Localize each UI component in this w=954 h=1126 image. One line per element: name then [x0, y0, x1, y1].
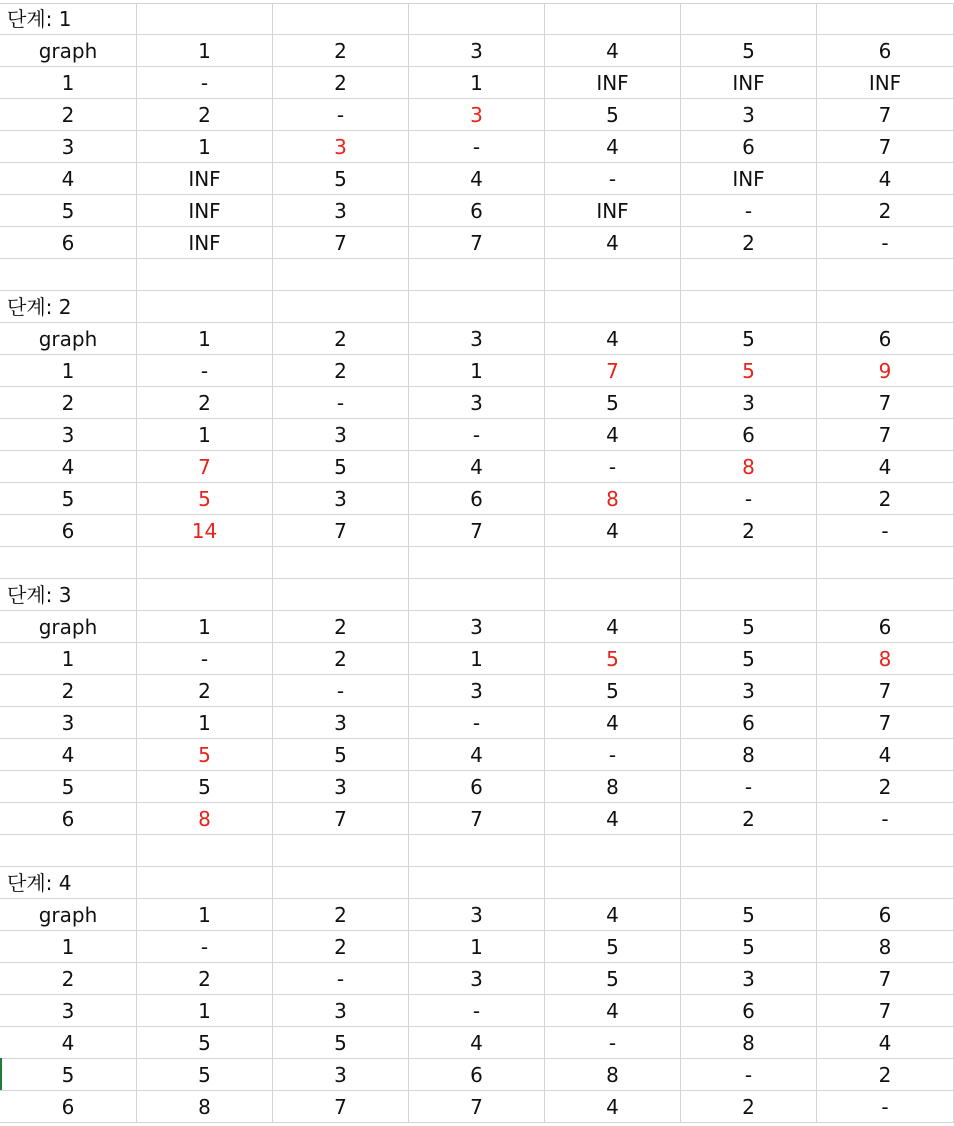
- empty-cell[interactable]: [137, 835, 273, 867]
- column-header[interactable]: 6: [817, 35, 954, 67]
- distance-cell[interactable]: -: [545, 451, 681, 483]
- distance-cell[interactable]: 3: [273, 419, 409, 451]
- distance-cell[interactable]: 5: [273, 739, 409, 771]
- distance-cell[interactable]: 7: [817, 995, 954, 1027]
- distance-cell[interactable]: 6: [409, 1059, 545, 1091]
- column-header[interactable]: 6: [817, 611, 954, 643]
- distance-cell[interactable]: INF: [137, 163, 273, 195]
- column-header[interactable]: 1: [137, 35, 273, 67]
- empty-cell[interactable]: [817, 835, 954, 867]
- empty-cell[interactable]: [817, 579, 954, 611]
- column-header[interactable]: 3: [409, 611, 545, 643]
- empty-cell[interactable]: [681, 259, 817, 291]
- distance-cell[interactable]: -: [545, 739, 681, 771]
- row-header[interactable]: 1: [0, 643, 137, 675]
- distance-cell[interactable]: 3: [681, 963, 817, 995]
- distance-cell[interactable]: 7: [273, 515, 409, 547]
- distance-cell[interactable]: 2: [681, 515, 817, 547]
- distance-cell[interactable]: 1: [137, 419, 273, 451]
- column-header[interactable]: 6: [817, 899, 954, 931]
- distance-cell[interactable]: 7: [409, 803, 545, 835]
- updated-distance-cell[interactable]: 8: [137, 803, 273, 835]
- row-header[interactable]: 2: [0, 99, 137, 131]
- distance-cell[interactable]: 6: [409, 771, 545, 803]
- row-header[interactable]: 1: [0, 67, 137, 99]
- distance-cell[interactable]: 3: [273, 483, 409, 515]
- distance-cell[interactable]: 5: [681, 643, 817, 675]
- distance-cell[interactable]: 2: [137, 963, 273, 995]
- distance-cell[interactable]: 2: [681, 1091, 817, 1123]
- distance-cell[interactable]: -: [409, 131, 545, 163]
- column-header[interactable]: 6: [817, 323, 954, 355]
- distance-cell[interactable]: -: [273, 387, 409, 419]
- stage-label[interactable]: 단계: 2: [0, 291, 137, 323]
- row-header[interactable]: 2: [0, 963, 137, 995]
- distance-cell[interactable]: -: [409, 995, 545, 1027]
- empty-cell[interactable]: [409, 579, 545, 611]
- distance-cell[interactable]: 4: [817, 163, 954, 195]
- row-header[interactable]: 4: [0, 451, 137, 483]
- distance-cell[interactable]: 5: [545, 387, 681, 419]
- distance-cell[interactable]: 5: [545, 675, 681, 707]
- empty-cell[interactable]: [545, 3, 681, 35]
- empty-cell[interactable]: [0, 259, 137, 291]
- distance-cell[interactable]: 7: [817, 707, 954, 739]
- distance-cell[interactable]: -: [817, 515, 954, 547]
- empty-cell[interactable]: [137, 3, 273, 35]
- updated-distance-cell[interactable]: 5: [137, 483, 273, 515]
- column-header[interactable]: 3: [409, 899, 545, 931]
- updated-distance-cell[interactable]: 8: [681, 451, 817, 483]
- distance-cell[interactable]: 3: [681, 387, 817, 419]
- empty-cell[interactable]: [409, 867, 545, 899]
- column-header[interactable]: 5: [681, 611, 817, 643]
- distance-cell[interactable]: 3: [273, 995, 409, 1027]
- distance-cell[interactable]: 7: [817, 387, 954, 419]
- distance-cell[interactable]: INF: [545, 67, 681, 99]
- column-header[interactable]: 4: [545, 323, 681, 355]
- column-header[interactable]: 3: [409, 323, 545, 355]
- distance-cell[interactable]: 4: [409, 1027, 545, 1059]
- distance-cell[interactable]: 2: [273, 931, 409, 963]
- empty-cell[interactable]: [681, 3, 817, 35]
- distance-cell[interactable]: 6: [409, 483, 545, 515]
- distance-cell[interactable]: 2: [817, 483, 954, 515]
- distance-cell[interactable]: 5: [137, 771, 273, 803]
- graph-corner-label[interactable]: graph: [0, 35, 137, 67]
- distance-cell[interactable]: 4: [545, 803, 681, 835]
- distance-cell[interactable]: 7: [409, 227, 545, 259]
- distance-cell[interactable]: 7: [409, 515, 545, 547]
- row-header[interactable]: 2: [0, 387, 137, 419]
- empty-cell[interactable]: [545, 835, 681, 867]
- distance-cell[interactable]: -: [273, 963, 409, 995]
- distance-cell[interactable]: 1: [409, 67, 545, 99]
- distance-cell[interactable]: 4: [545, 995, 681, 1027]
- distance-cell[interactable]: INF: [137, 195, 273, 227]
- distance-cell[interactable]: INF: [137, 227, 273, 259]
- empty-cell[interactable]: [681, 547, 817, 579]
- distance-cell[interactable]: 4: [817, 1027, 954, 1059]
- distance-cell[interactable]: 3: [409, 387, 545, 419]
- updated-distance-cell[interactable]: 3: [409, 99, 545, 131]
- column-header[interactable]: 4: [545, 611, 681, 643]
- distance-cell[interactable]: 5: [545, 99, 681, 131]
- empty-cell[interactable]: [273, 547, 409, 579]
- distance-cell[interactable]: 1: [137, 707, 273, 739]
- empty-cell[interactable]: [137, 867, 273, 899]
- empty-cell[interactable]: [273, 835, 409, 867]
- empty-cell[interactable]: [545, 579, 681, 611]
- empty-cell[interactable]: [273, 867, 409, 899]
- graph-corner-label[interactable]: graph: [0, 323, 137, 355]
- distance-cell[interactable]: 5: [545, 963, 681, 995]
- distance-cell[interactable]: 4: [817, 451, 954, 483]
- row-header[interactable]: 4: [0, 1027, 137, 1059]
- distance-cell[interactable]: 2: [817, 1059, 954, 1091]
- distance-cell[interactable]: 3: [273, 771, 409, 803]
- row-header[interactable]: 4: [0, 739, 137, 771]
- stage-label[interactable]: 단계: 3: [0, 579, 137, 611]
- row-header[interactable]: 3: [0, 995, 137, 1027]
- distance-cell[interactable]: 4: [545, 227, 681, 259]
- updated-distance-cell[interactable]: 5: [137, 739, 273, 771]
- row-header[interactable]: 5: [0, 771, 137, 803]
- distance-cell[interactable]: 3: [273, 707, 409, 739]
- distance-cell[interactable]: -: [137, 931, 273, 963]
- empty-cell[interactable]: [681, 835, 817, 867]
- distance-cell[interactable]: 7: [273, 227, 409, 259]
- empty-cell[interactable]: [681, 291, 817, 323]
- distance-cell[interactable]: INF: [681, 67, 817, 99]
- empty-cell[interactable]: [409, 835, 545, 867]
- graph-corner-label[interactable]: graph: [0, 611, 137, 643]
- distance-cell[interactable]: -: [681, 771, 817, 803]
- row-header[interactable]: 5: [0, 1059, 137, 1091]
- distance-cell[interactable]: 4: [545, 419, 681, 451]
- distance-cell[interactable]: 2: [681, 227, 817, 259]
- distance-cell[interactable]: 3: [409, 963, 545, 995]
- empty-cell[interactable]: [409, 259, 545, 291]
- updated-distance-cell[interactable]: 7: [545, 355, 681, 387]
- distance-cell[interactable]: 8: [681, 1027, 817, 1059]
- distance-cell[interactable]: 2: [137, 387, 273, 419]
- distance-cell[interactable]: 1: [409, 643, 545, 675]
- column-header[interactable]: 1: [137, 899, 273, 931]
- distance-cell[interactable]: 2: [137, 99, 273, 131]
- empty-cell[interactable]: [0, 835, 137, 867]
- distance-cell[interactable]: 3: [273, 1059, 409, 1091]
- distance-cell[interactable]: 5: [681, 931, 817, 963]
- distance-cell[interactable]: -: [817, 803, 954, 835]
- empty-cell[interactable]: [545, 547, 681, 579]
- distance-cell[interactable]: 2: [137, 675, 273, 707]
- empty-cell[interactable]: [817, 291, 954, 323]
- column-header[interactable]: 1: [137, 611, 273, 643]
- row-header[interactable]: 4: [0, 163, 137, 195]
- distance-cell[interactable]: 6: [681, 995, 817, 1027]
- row-header[interactable]: 5: [0, 483, 137, 515]
- row-header[interactable]: 6: [0, 227, 137, 259]
- distance-cell[interactable]: 3: [409, 675, 545, 707]
- updated-distance-cell[interactable]: 7: [137, 451, 273, 483]
- distance-cell[interactable]: 7: [817, 675, 954, 707]
- updated-distance-cell[interactable]: 3: [273, 131, 409, 163]
- distance-cell[interactable]: INF: [545, 195, 681, 227]
- distance-cell[interactable]: -: [681, 195, 817, 227]
- distance-cell[interactable]: 7: [817, 99, 954, 131]
- distance-cell[interactable]: 6: [681, 419, 817, 451]
- column-header[interactable]: 3: [409, 35, 545, 67]
- empty-cell[interactable]: [545, 291, 681, 323]
- distance-cell[interactable]: 2: [817, 195, 954, 227]
- updated-distance-cell[interactable]: 14: [137, 515, 273, 547]
- row-header[interactable]: 5: [0, 195, 137, 227]
- distance-cell[interactable]: 3: [681, 99, 817, 131]
- distance-cell[interactable]: 7: [817, 131, 954, 163]
- distance-cell[interactable]: 5: [137, 1059, 273, 1091]
- empty-cell[interactable]: [409, 3, 545, 35]
- distance-cell[interactable]: 5: [545, 931, 681, 963]
- column-header[interactable]: 1: [137, 323, 273, 355]
- updated-distance-cell[interactable]: 8: [545, 483, 681, 515]
- distance-cell[interactable]: 2: [681, 803, 817, 835]
- empty-cell[interactable]: [681, 579, 817, 611]
- distance-cell[interactable]: 4: [817, 739, 954, 771]
- distance-cell[interactable]: 2: [273, 355, 409, 387]
- empty-cell[interactable]: [817, 3, 954, 35]
- distance-cell[interactable]: -: [681, 1059, 817, 1091]
- distance-cell[interactable]: 5: [273, 451, 409, 483]
- distance-cell[interactable]: 8: [681, 739, 817, 771]
- updated-distance-cell[interactable]: 5: [681, 355, 817, 387]
- empty-cell[interactable]: [681, 867, 817, 899]
- distance-cell[interactable]: -: [545, 1027, 681, 1059]
- distance-cell[interactable]: 7: [273, 803, 409, 835]
- distance-cell[interactable]: -: [681, 483, 817, 515]
- empty-cell[interactable]: [137, 259, 273, 291]
- empty-cell[interactable]: [817, 867, 954, 899]
- distance-cell[interactable]: 8: [817, 931, 954, 963]
- distance-cell[interactable]: 4: [409, 451, 545, 483]
- distance-cell[interactable]: -: [137, 355, 273, 387]
- distance-cell[interactable]: 5: [137, 1027, 273, 1059]
- row-header[interactable]: 3: [0, 131, 137, 163]
- distance-cell[interactable]: 4: [545, 515, 681, 547]
- distance-cell[interactable]: 6: [681, 131, 817, 163]
- column-header[interactable]: 2: [273, 35, 409, 67]
- empty-cell[interactable]: [545, 259, 681, 291]
- empty-cell[interactable]: [137, 579, 273, 611]
- distance-cell[interactable]: 7: [817, 419, 954, 451]
- empty-cell[interactable]: [273, 291, 409, 323]
- distance-cell[interactable]: -: [545, 163, 681, 195]
- empty-cell[interactable]: [545, 867, 681, 899]
- row-header[interactable]: 3: [0, 419, 137, 451]
- distance-cell[interactable]: 4: [409, 163, 545, 195]
- distance-cell[interactable]: 1: [137, 995, 273, 1027]
- distance-cell[interactable]: 6: [681, 707, 817, 739]
- stage-label[interactable]: 단계: 4: [0, 867, 137, 899]
- row-header[interactable]: 6: [0, 515, 137, 547]
- column-header[interactable]: 5: [681, 35, 817, 67]
- distance-cell[interactable]: 8: [545, 771, 681, 803]
- spreadsheet-grid: [0, 3, 954, 1123]
- stage-label[interactable]: 단계: 1: [0, 3, 137, 35]
- distance-cell[interactable]: 3: [681, 675, 817, 707]
- distance-cell[interactable]: 2: [273, 643, 409, 675]
- row-header[interactable]: 1: [0, 931, 137, 963]
- distance-cell[interactable]: -: [137, 67, 273, 99]
- distance-cell[interactable]: 4: [545, 1091, 681, 1123]
- empty-cell[interactable]: [409, 291, 545, 323]
- distance-cell[interactable]: 2: [273, 67, 409, 99]
- distance-cell[interactable]: 1: [409, 931, 545, 963]
- distance-cell[interactable]: -: [817, 1091, 954, 1123]
- empty-cell[interactable]: [817, 259, 954, 291]
- distance-cell[interactable]: 6: [409, 195, 545, 227]
- distance-cell[interactable]: INF: [681, 163, 817, 195]
- row-header[interactable]: 3: [0, 707, 137, 739]
- row-header[interactable]: 1: [0, 355, 137, 387]
- distance-cell[interactable]: INF: [817, 67, 954, 99]
- column-header[interactable]: 5: [681, 323, 817, 355]
- row-header[interactable]: 2: [0, 675, 137, 707]
- distance-cell[interactable]: 2: [817, 771, 954, 803]
- empty-cell[interactable]: [273, 259, 409, 291]
- column-header[interactable]: 2: [273, 323, 409, 355]
- distance-cell[interactable]: 4: [545, 131, 681, 163]
- distance-cell[interactable]: 1: [137, 131, 273, 163]
- updated-distance-cell[interactable]: 5: [545, 643, 681, 675]
- column-header[interactable]: 5: [681, 899, 817, 931]
- updated-distance-cell[interactable]: 9: [817, 355, 954, 387]
- distance-cell[interactable]: 3: [273, 195, 409, 227]
- column-header[interactable]: 4: [545, 35, 681, 67]
- distance-cell[interactable]: 7: [273, 1091, 409, 1123]
- distance-cell[interactable]: -: [409, 419, 545, 451]
- empty-cell[interactable]: [273, 3, 409, 35]
- distance-cell[interactable]: -: [273, 99, 409, 131]
- row-selection-marker: [0, 1058, 2, 1090]
- empty-cell[interactable]: [273, 579, 409, 611]
- column-header[interactable]: 4: [545, 899, 681, 931]
- column-header[interactable]: 2: [273, 899, 409, 931]
- empty-cell[interactable]: [137, 291, 273, 323]
- distance-cell[interactable]: 4: [409, 739, 545, 771]
- distance-cell[interactable]: 7: [817, 963, 954, 995]
- distance-cell[interactable]: 8: [137, 1091, 273, 1123]
- distance-cell[interactable]: -: [817, 227, 954, 259]
- empty-cell[interactable]: [409, 547, 545, 579]
- row-header[interactable]: 6: [0, 1091, 137, 1123]
- empty-cell[interactable]: [817, 547, 954, 579]
- distance-cell[interactable]: 1: [409, 355, 545, 387]
- distance-cell[interactable]: -: [137, 643, 273, 675]
- distance-cell[interactable]: -: [273, 675, 409, 707]
- distance-cell[interactable]: 5: [273, 1027, 409, 1059]
- distance-cell[interactable]: -: [409, 707, 545, 739]
- empty-cell[interactable]: [0, 547, 137, 579]
- distance-cell[interactable]: 7: [409, 1091, 545, 1123]
- distance-cell[interactable]: 5: [273, 163, 409, 195]
- empty-cell[interactable]: [137, 547, 273, 579]
- graph-corner-label[interactable]: graph: [0, 899, 137, 931]
- column-header[interactable]: 2: [273, 611, 409, 643]
- row-header[interactable]: 6: [0, 803, 137, 835]
- distance-cell[interactable]: 4: [545, 707, 681, 739]
- updated-distance-cell[interactable]: 8: [817, 643, 954, 675]
- distance-cell[interactable]: 8: [545, 1059, 681, 1091]
